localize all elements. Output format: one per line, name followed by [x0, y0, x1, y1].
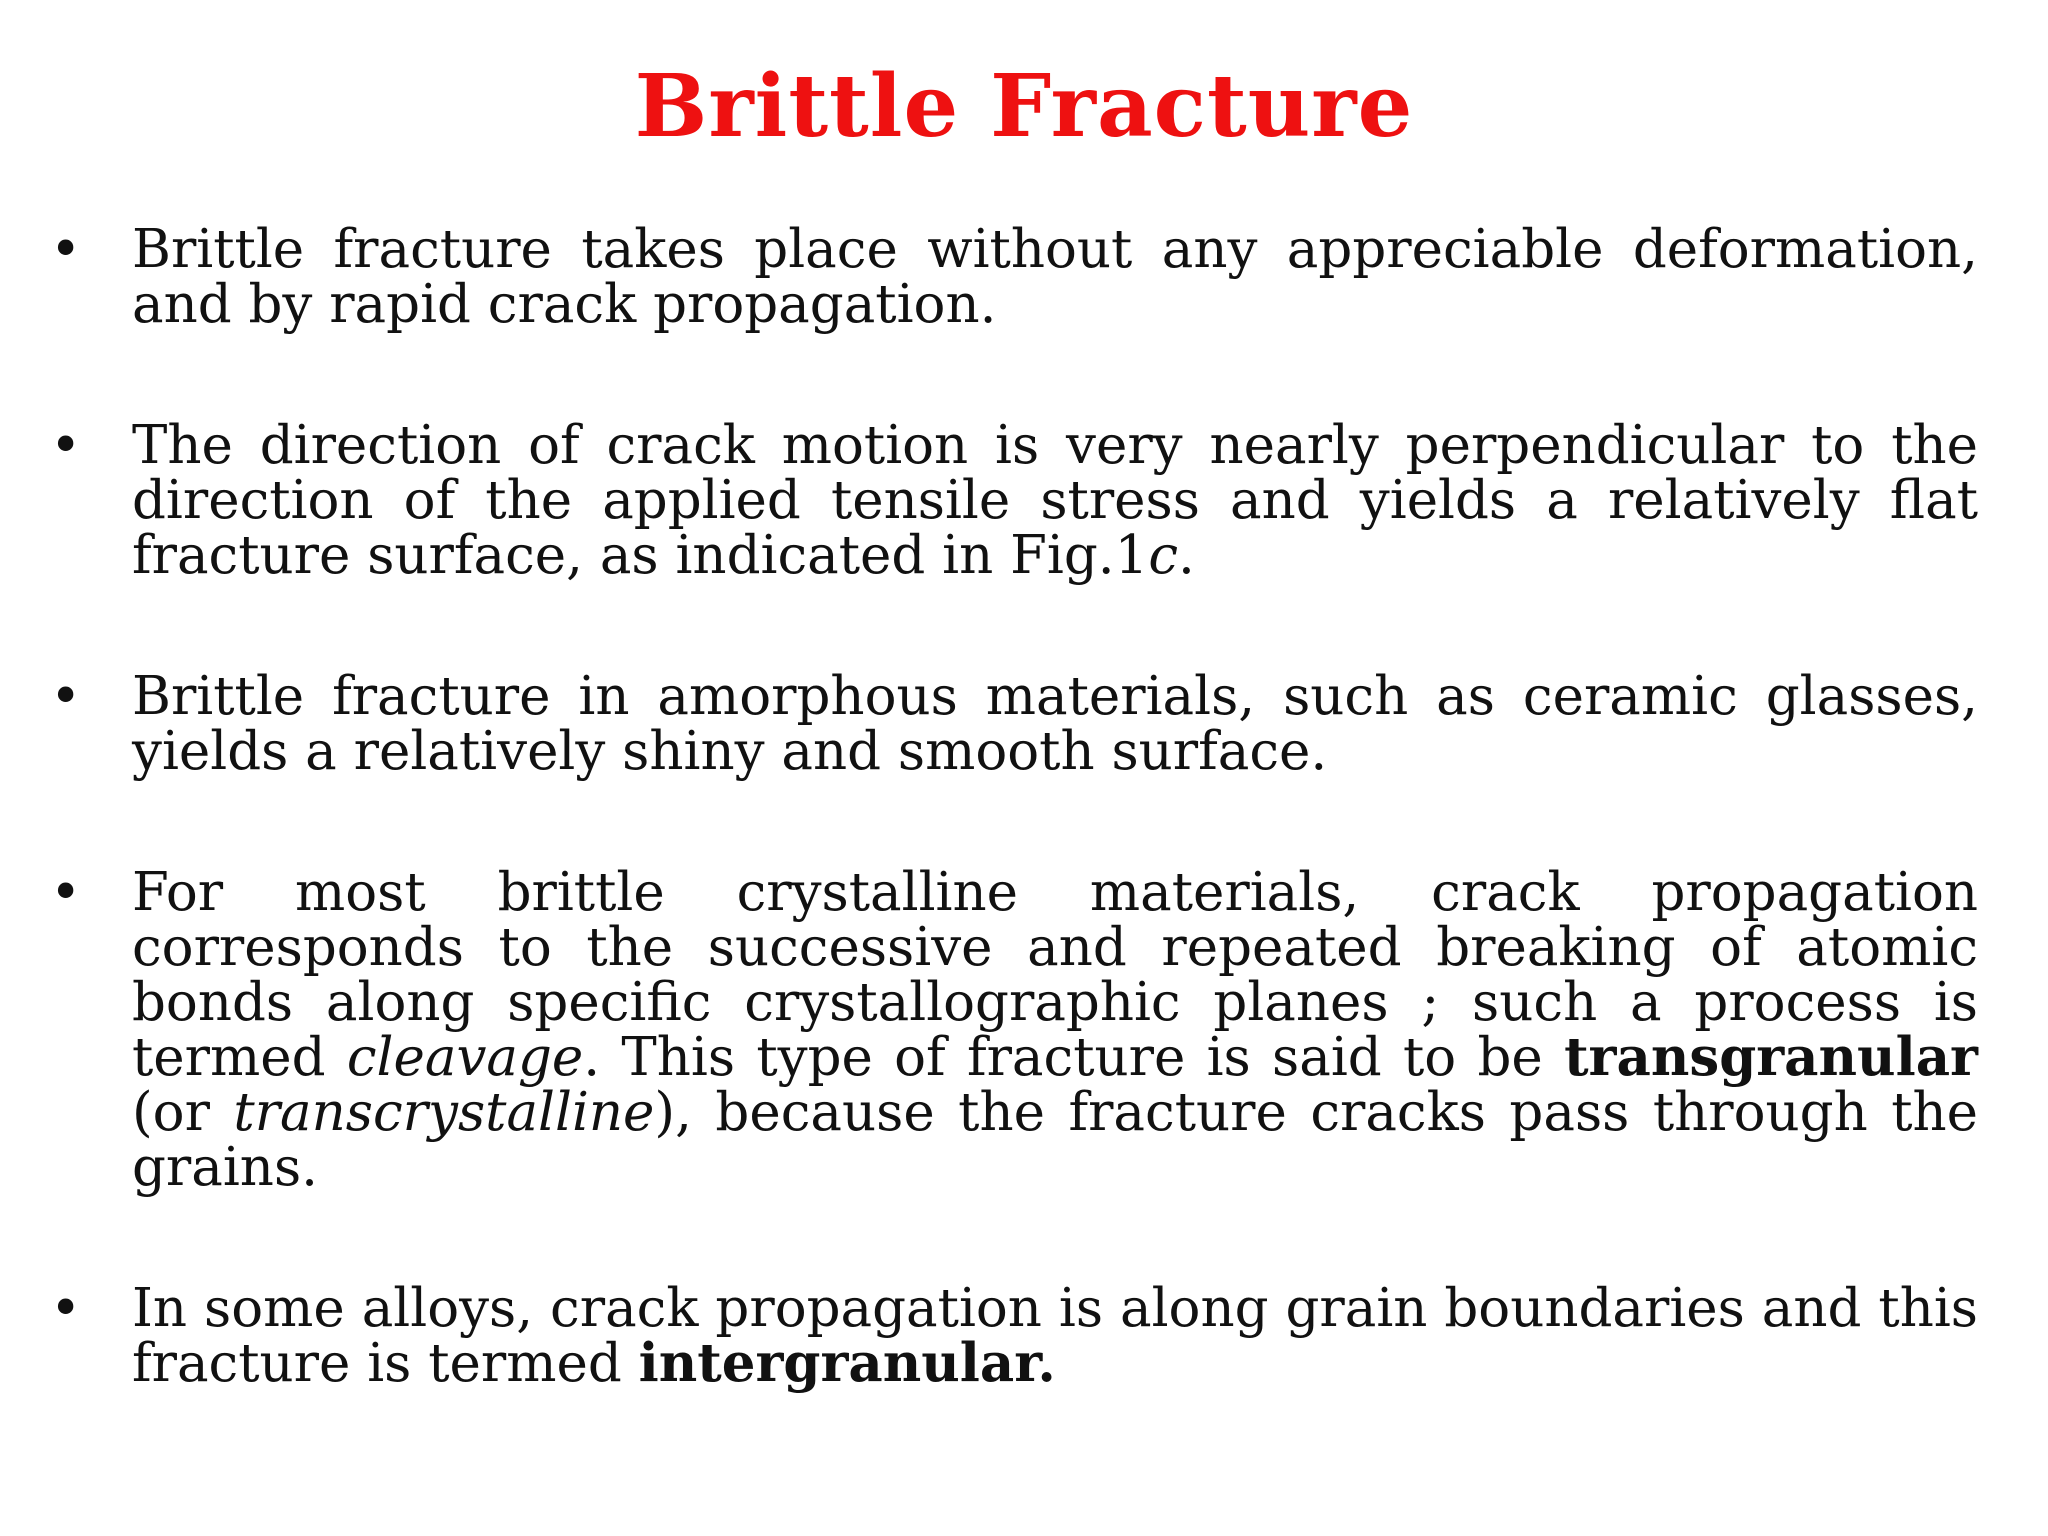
term-cleavage: cleavage: [346, 1027, 584, 1088]
term-transcrystalline: transcrystalline: [233, 1082, 655, 1143]
bullet-text: ), because the fracture cracks pass through the grains.: [132, 1082, 1978, 1198]
bullet-item: [50, 862, 1978, 1198]
term-transgranular: transgranular: [1564, 1026, 1978, 1088]
bullet-item: [50, 1278, 1978, 1394]
bullet-icon: •: [50, 219, 82, 280]
bullet-text-end: .: [1178, 525, 1195, 586]
bullet-text: For most brittle crystalline materials, crack propagation corresponds to the successive and repeated breaking of atomic bonds along specific crystallographic planes ; such a process is termed: [132, 862, 1978, 1088]
figure-ref-italic: c: [1148, 525, 1179, 586]
bullet-list: [50, 219, 1978, 1477]
bullet-text: Brittle fracture in amorphous materials, such as ceramic glasses, yields a relatively shiny and smooth surface.: [132, 666, 1978, 782]
bullet-text: . This type of fracture is said to be: [583, 1027, 1565, 1088]
bullet-icon: •: [50, 1278, 82, 1339]
bullet-item: [50, 666, 1978, 782]
term-intergranular: intergranular.: [638, 1332, 1056, 1394]
bullet-text: Brittle fracture takes place without any appreciable deformation, and by rapid crack propagation.: [132, 219, 1978, 335]
bullet-icon: •: [50, 666, 82, 727]
bullet-text: (or: [132, 1082, 234, 1143]
bullet-item: [50, 219, 1978, 335]
bullet-text: In some alloys, crack propagation is along grain boundaries and this fracture is termed: [132, 1278, 1978, 1394]
bullet-icon: •: [50, 862, 82, 923]
bullet-icon: •: [50, 415, 82, 476]
bullet-text: The direction of crack motion is very nearly perpendicular to the direction of the applied tensile stress and yields a relatively flat fracture surface, as indicated in Fig.1: [132, 415, 1978, 586]
slide-title: Brittle Fracture: [634, 56, 1414, 157]
bullet-item: [50, 415, 1978, 586]
